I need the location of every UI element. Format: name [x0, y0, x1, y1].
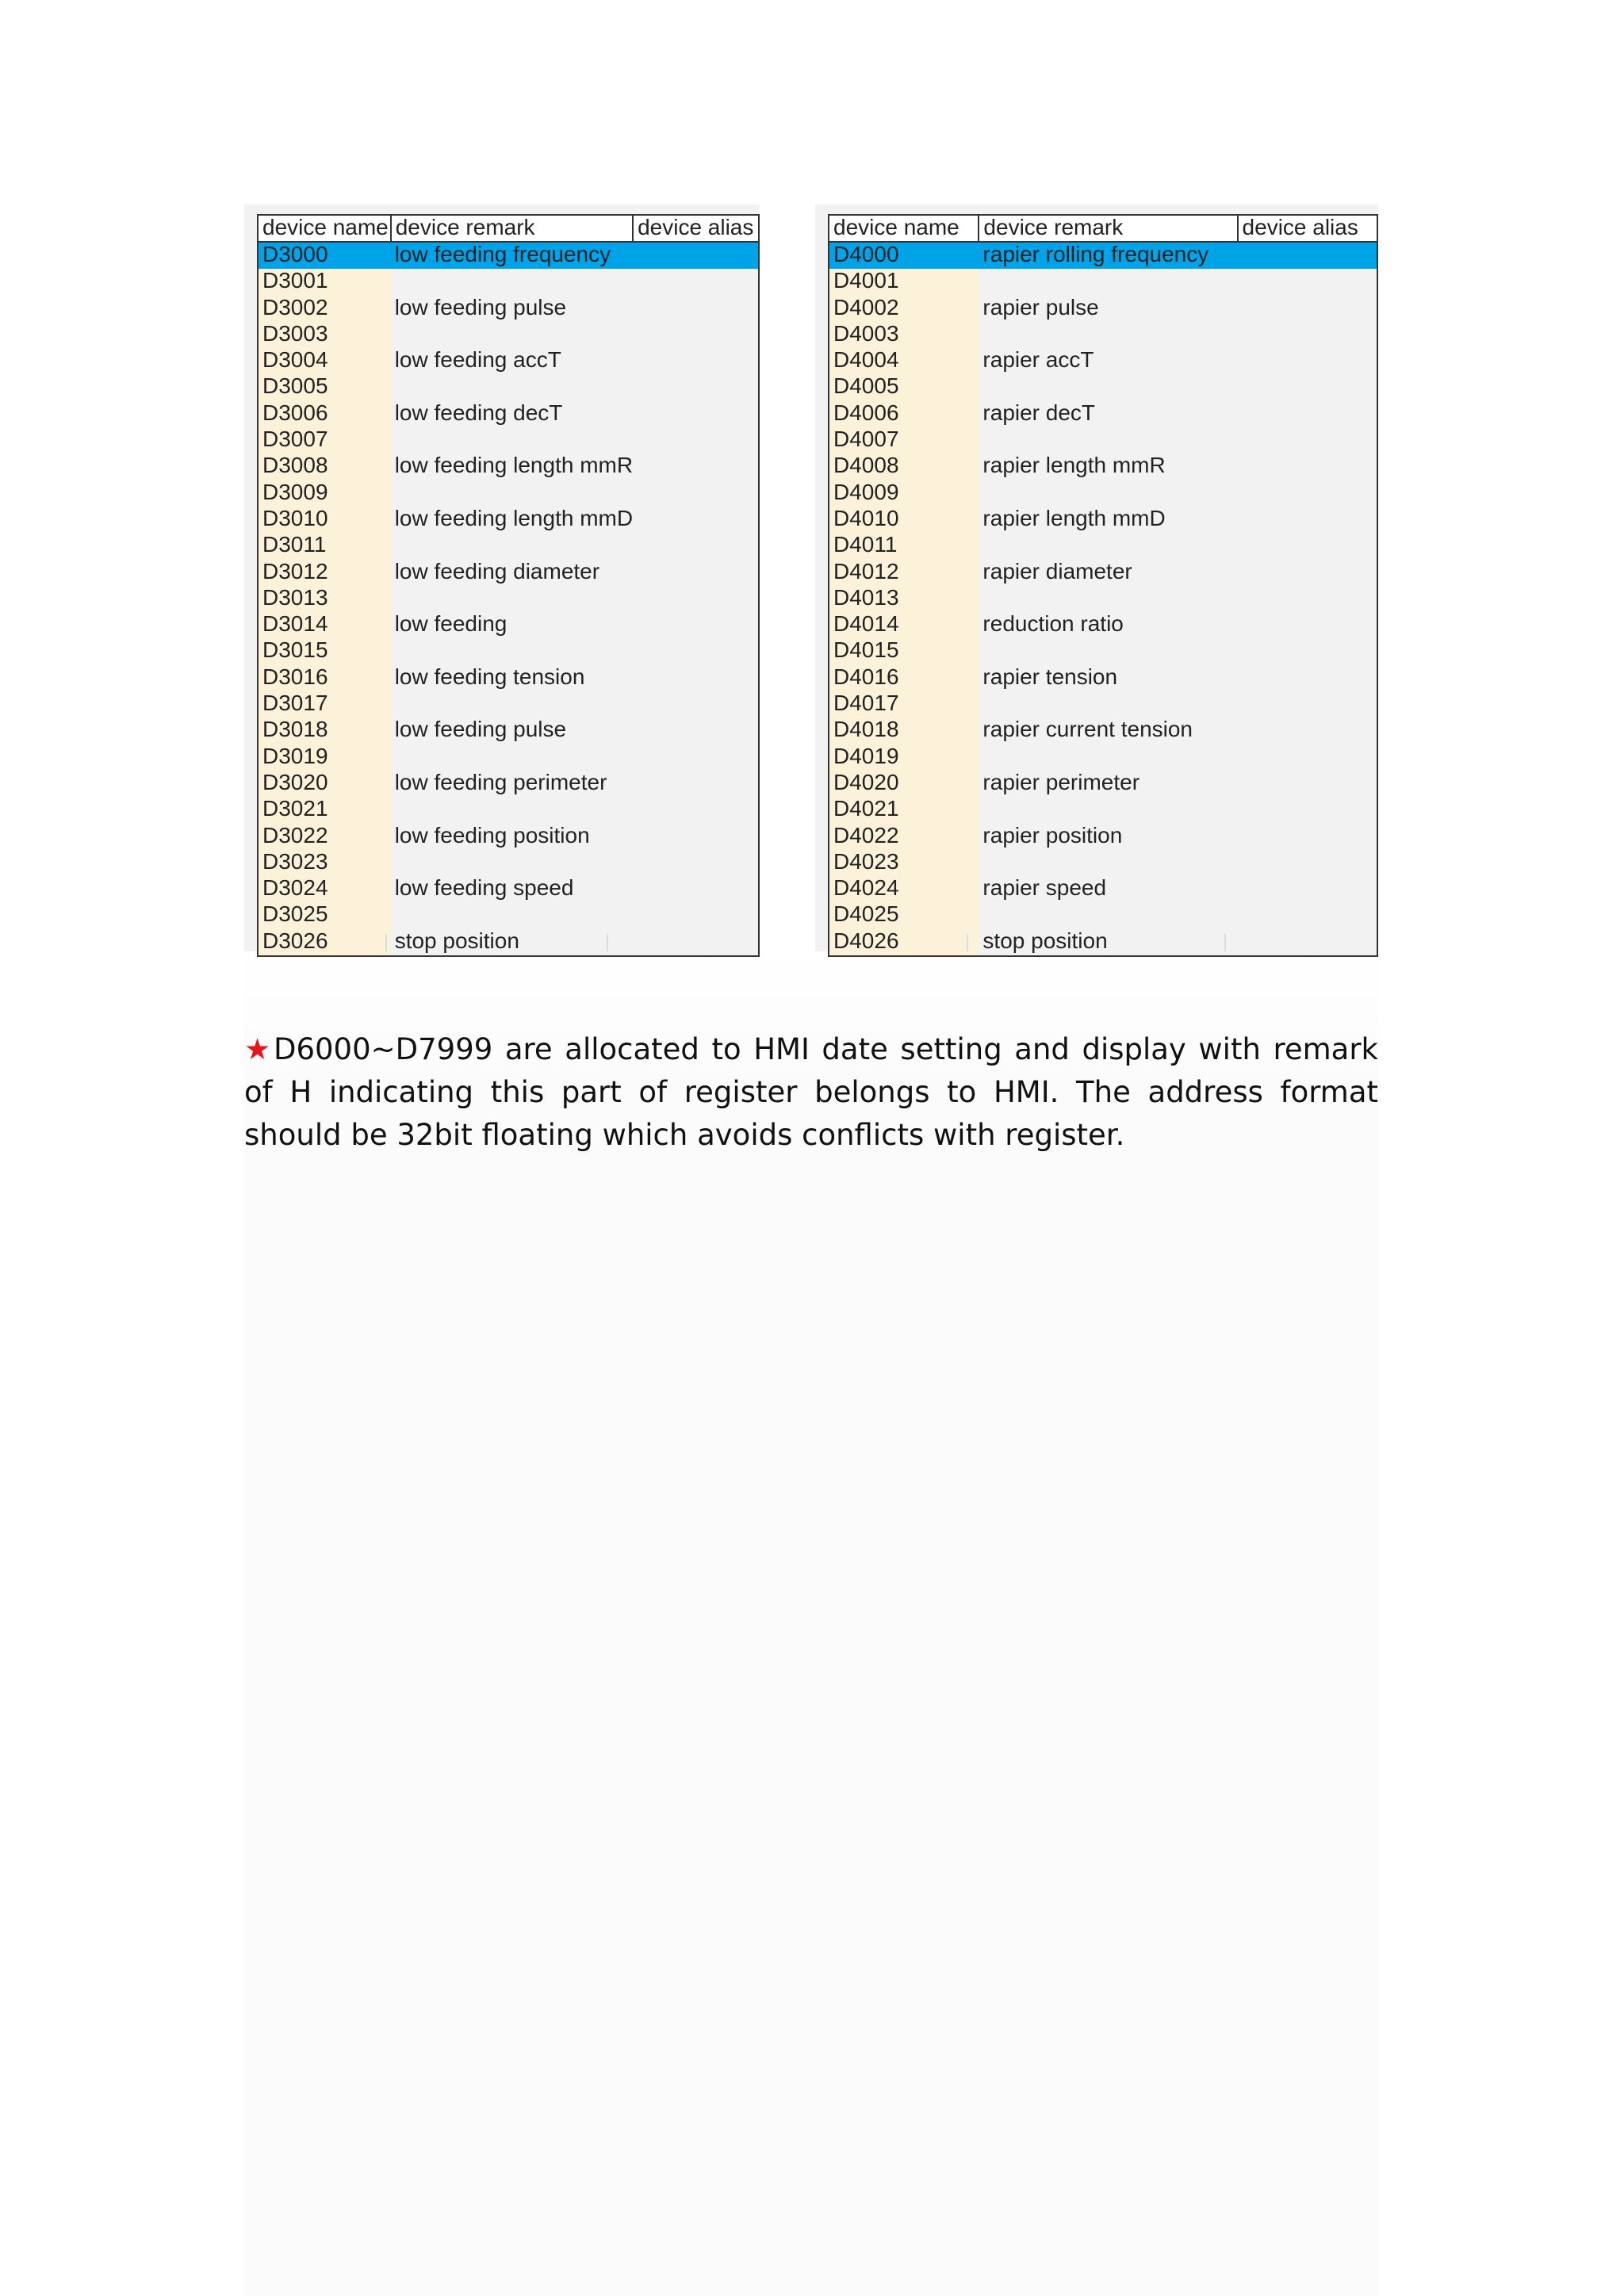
table-row[interactable]	[829, 744, 1377, 771]
header-device-alias[interactable]: device alias	[1238, 215, 1377, 242]
device-name-cell[interactable]: D4010	[829, 507, 979, 533]
table-row[interactable]	[258, 348, 759, 374]
device-alias-cell[interactable]	[633, 242, 759, 269]
device-name-cell[interactable]: D4004	[829, 348, 979, 374]
device-name-cell[interactable]: D3001	[258, 269, 391, 295]
device-remark-cell[interactable]: rapier current tension	[979, 718, 1237, 744]
device-name-cell[interactable]: D4016	[829, 665, 979, 691]
device-remark-cell[interactable]: low feeding	[391, 612, 633, 638]
table-row[interactable]	[258, 586, 759, 612]
device-remark-cell[interactable]: low feeding position	[391, 824, 633, 850]
device-alias-cell[interactable]	[1238, 401, 1377, 427]
device-remark-cell[interactable]: reduction ratio	[979, 612, 1237, 638]
device-name-cell[interactable]: D3006	[258, 401, 391, 427]
device-alias-cell[interactable]	[633, 612, 759, 638]
table-row[interactable]	[829, 929, 1377, 956]
device-name-cell[interactable]: D3010	[258, 507, 391, 533]
device-name-cell[interactable]: D4014	[829, 612, 979, 638]
device-alias-cell[interactable]	[633, 480, 759, 507]
device-name-cell[interactable]: D4000	[829, 242, 979, 269]
device-alias-cell[interactable]	[633, 665, 759, 691]
device-name-cell[interactable]: D4013	[829, 586, 979, 612]
table-row[interactable]	[258, 718, 759, 744]
device-alias-cell[interactable]	[1238, 638, 1377, 664]
device-alias-cell[interactable]	[633, 507, 759, 533]
device-alias-cell[interactable]	[633, 533, 759, 559]
device-remark-cell[interactable]	[979, 374, 1237, 400]
table-row[interactable]	[258, 691, 759, 718]
device-name-cell[interactable]: D4024	[829, 876, 979, 902]
device-alias-cell[interactable]	[1238, 824, 1377, 850]
table-row[interactable]	[258, 322, 759, 348]
device-name-cell[interactable]: D4015	[829, 638, 979, 664]
table-row[interactable]	[258, 401, 759, 427]
device-remark-cell[interactable]: low feeding speed	[391, 876, 633, 902]
device-name-cell[interactable]: D4017	[829, 691, 979, 718]
device-name-cell[interactable]: D3008	[258, 453, 391, 480]
device-alias-cell[interactable]	[1238, 560, 1377, 586]
table-row[interactable]	[829, 718, 1377, 744]
device-name-cell[interactable]: D3022	[258, 824, 391, 850]
device-alias-cell[interactable]	[633, 586, 759, 612]
device-alias-cell[interactable]	[1238, 322, 1377, 348]
device-alias-cell[interactable]	[1238, 453, 1377, 480]
device-alias-cell[interactable]	[633, 296, 759, 322]
table-row[interactable]	[829, 771, 1377, 797]
table-row[interactable]	[258, 902, 759, 928]
table-row[interactable]	[258, 665, 759, 691]
device-name-cell[interactable]: D3021	[258, 797, 391, 823]
device-name-cell[interactable]: D3002	[258, 296, 391, 322]
device-alias-cell[interactable]	[1238, 374, 1377, 400]
device-alias-cell[interactable]	[1238, 771, 1377, 797]
table-header-row	[258, 215, 759, 242]
device-remark-cell[interactable]	[391, 269, 633, 295]
device-name-cell[interactable]: D3011	[258, 533, 391, 559]
table-row[interactable]	[829, 453, 1377, 480]
device-name-cell[interactable]: D4022	[829, 824, 979, 850]
device-remark-cell[interactable]: low feeding decT	[391, 401, 633, 427]
star-icon: ★	[244, 1032, 274, 1066]
device-name-cell[interactable]: D3019	[258, 744, 391, 771]
device-name-cell[interactable]: D4002	[829, 296, 979, 322]
device-remark-cell[interactable]: rapier decT	[979, 401, 1237, 427]
table-row[interactable]	[829, 533, 1377, 559]
table-row[interactable]	[829, 374, 1377, 400]
device-name-cell[interactable]: D4026	[829, 929, 979, 956]
device-remark-cell[interactable]: low feeding pulse	[391, 296, 633, 322]
device-alias-cell[interactable]	[633, 348, 759, 374]
left-register-table	[257, 214, 760, 957]
table-row[interactable]	[258, 453, 759, 480]
device-alias-cell[interactable]	[1238, 797, 1377, 823]
device-name-cell[interactable]: D3017	[258, 691, 391, 718]
device-name-cell[interactable]: D4007	[829, 427, 979, 453]
device-remark-cell[interactable]	[391, 533, 633, 559]
device-remark-cell[interactable]: low feeding perimeter	[391, 771, 633, 797]
device-alias-cell[interactable]	[1238, 533, 1377, 559]
grid-line	[385, 934, 387, 951]
device-remark-cell[interactable]: low feeding tension	[391, 665, 633, 691]
device-remark-cell[interactable]	[391, 638, 633, 664]
table-row[interactable]	[258, 850, 759, 876]
device-name-cell[interactable]: D3009	[258, 480, 391, 507]
table-row[interactable]	[258, 427, 759, 453]
device-alias-cell[interactable]	[633, 560, 759, 586]
table-row[interactable]	[258, 824, 759, 850]
note-text: D6000~D7999 are allocated to HMI date setting and display with remark of H indicating this part of register belongs to HMI. The address format should be 32bit floating which avoids conflicts with register.	[244, 1032, 1378, 1152]
table-row[interactable]	[258, 638, 759, 664]
device-remark-cell[interactable]	[391, 586, 633, 612]
device-name-cell[interactable]: D3005	[258, 374, 391, 400]
device-remark-cell[interactable]	[391, 427, 633, 453]
device-remark-cell[interactable]	[391, 902, 633, 928]
device-alias-cell[interactable]	[633, 902, 759, 928]
device-name-cell[interactable]: D3025	[258, 902, 391, 928]
device-name-cell[interactable]: D4011	[829, 533, 979, 559]
table-row[interactable]	[829, 269, 1377, 295]
device-remark-cell[interactable]: rapier pulse	[979, 296, 1237, 322]
table-row[interactable]	[829, 902, 1377, 928]
device-alias-cell[interactable]	[1238, 876, 1377, 902]
device-remark-cell[interactable]	[979, 586, 1237, 612]
grid-line	[967, 934, 968, 951]
device-alias-cell[interactable]	[633, 771, 759, 797]
device-remark-cell[interactable]: rapier length mmR	[979, 453, 1237, 480]
device-remark-cell[interactable]: low feeding diameter	[391, 560, 633, 586]
table-row[interactable]	[258, 771, 759, 797]
device-alias-cell[interactable]	[633, 453, 759, 480]
device-remark-cell[interactable]: rapier position	[979, 824, 1237, 850]
device-remark-cell[interactable]	[979, 902, 1237, 928]
device-remark-cell[interactable]	[391, 797, 633, 823]
device-alias-cell[interactable]	[1238, 929, 1377, 956]
device-alias-cell[interactable]	[1238, 242, 1377, 269]
hmi-register-note	[244, 1028, 1378, 1157]
device-name-cell[interactable]: D3018	[258, 718, 391, 744]
table-row[interactable]	[258, 296, 759, 322]
device-alias-cell[interactable]	[633, 322, 759, 348]
table-row[interactable]	[829, 401, 1377, 427]
device-alias-cell[interactable]	[1238, 718, 1377, 744]
table-row[interactable]	[829, 242, 1377, 269]
device-name-cell[interactable]: D3003	[258, 322, 391, 348]
table-row[interactable]	[258, 929, 759, 956]
header-device-alias[interactable]: device alias	[633, 215, 759, 242]
device-alias-cell[interactable]	[633, 374, 759, 400]
device-name-cell[interactable]: D3023	[258, 850, 391, 876]
table-row[interactable]	[829, 427, 1377, 453]
device-remark-cell[interactable]: rapier length mmD	[979, 507, 1237, 533]
table-row[interactable]	[829, 612, 1377, 638]
device-alias-cell[interactable]	[1238, 744, 1377, 771]
device-alias-cell[interactable]	[633, 427, 759, 453]
header-device-remark[interactable]: device remark	[391, 215, 633, 242]
device-remark-cell[interactable]: rapier speed	[979, 876, 1237, 902]
device-alias-cell[interactable]	[633, 269, 759, 295]
table-row[interactable]	[258, 374, 759, 400]
table-row[interactable]	[829, 480, 1377, 507]
header-device-name[interactable]: device name	[829, 215, 979, 242]
device-remark-cell[interactable]	[979, 480, 1237, 507]
device-alias-cell[interactable]	[1238, 480, 1377, 507]
device-remark-cell[interactable]	[979, 269, 1237, 295]
device-remark-cell[interactable]: rapier accT	[979, 348, 1237, 374]
device-remark-cell[interactable]: rapier rolling frequency	[979, 242, 1237, 269]
device-alias-cell[interactable]	[1238, 586, 1377, 612]
device-alias-cell[interactable]	[1238, 612, 1377, 638]
device-name-cell[interactable]: D4019	[829, 744, 979, 771]
device-remark-cell[interactable]	[391, 374, 633, 400]
table-row[interactable]	[258, 533, 759, 559]
device-alias-cell[interactable]	[633, 824, 759, 850]
table-row[interactable]	[829, 507, 1377, 533]
device-name-cell[interactable]: D4001	[829, 269, 979, 295]
device-name-cell[interactable]: D4023	[829, 850, 979, 876]
table-row[interactable]	[829, 850, 1377, 876]
device-remark-cell[interactable]	[391, 322, 633, 348]
device-remark-cell[interactable]: rapier tension	[979, 665, 1237, 691]
table-row[interactable]	[829, 296, 1377, 322]
device-alias-cell[interactable]	[633, 876, 759, 902]
device-alias-cell[interactable]	[1238, 850, 1377, 876]
device-remark-cell[interactable]: low feeding frequency	[391, 242, 633, 269]
header-device-remark[interactable]: device remark	[979, 215, 1237, 242]
table-row[interactable]	[258, 560, 759, 586]
device-alias-cell[interactable]	[633, 797, 759, 823]
device-alias-cell[interactable]	[1238, 507, 1377, 533]
device-name-cell[interactable]: D4009	[829, 480, 979, 507]
table-row[interactable]	[258, 797, 759, 823]
device-alias-cell[interactable]	[1238, 269, 1377, 295]
table-row[interactable]	[829, 824, 1377, 850]
device-alias-cell[interactable]	[1238, 691, 1377, 718]
device-remark-cell[interactable]: low feeding length mmR	[391, 453, 633, 480]
table-row[interactable]	[829, 348, 1377, 374]
device-remark-cell[interactable]	[391, 850, 633, 876]
device-name-cell[interactable]: D3015	[258, 638, 391, 664]
table-row[interactable]	[258, 269, 759, 295]
grid-line	[607, 934, 608, 951]
header-device-name[interactable]: device name	[258, 215, 391, 242]
device-remark-cell[interactable]	[979, 691, 1237, 718]
device-remark-cell[interactable]: low feeding pulse	[391, 718, 633, 744]
device-remark-cell[interactable]: low feeding length mmD	[391, 507, 633, 533]
device-name-cell[interactable]: D4012	[829, 560, 979, 586]
right-register-table	[828, 214, 1378, 957]
device-remark-cell[interactable]: rapier perimeter	[979, 771, 1237, 797]
device-remark-cell[interactable]	[391, 744, 633, 771]
device-remark-cell[interactable]	[391, 691, 633, 718]
device-alias-cell[interactable]	[633, 718, 759, 744]
grid-line	[1224, 934, 1226, 951]
table-header-row	[829, 215, 1377, 242]
device-name-cell[interactable]: D3016	[258, 665, 391, 691]
table-row[interactable]	[258, 612, 759, 638]
device-name-cell[interactable]: D4018	[829, 718, 979, 744]
device-name-cell[interactable]: D3007	[258, 427, 391, 453]
device-remark-cell[interactable]	[979, 638, 1237, 664]
device-remark-cell[interactable]	[979, 322, 1237, 348]
device-alias-cell[interactable]	[1238, 665, 1377, 691]
table-row[interactable]	[258, 480, 759, 507]
table-row[interactable]	[258, 242, 759, 269]
table-row[interactable]	[258, 876, 759, 902]
device-alias-cell[interactable]	[1238, 427, 1377, 453]
right-register-screenshot	[815, 205, 1378, 951]
device-name-cell[interactable]: D3004	[258, 348, 391, 374]
table-row[interactable]	[829, 560, 1377, 586]
device-alias-cell[interactable]	[633, 850, 759, 876]
table-row[interactable]	[829, 876, 1377, 902]
device-alias-cell[interactable]	[633, 744, 759, 771]
device-name-cell[interactable]: D3020	[258, 771, 391, 797]
device-name-cell[interactable]: D3000	[258, 242, 391, 269]
table-row[interactable]	[829, 586, 1377, 612]
device-name-cell[interactable]: D4006	[829, 401, 979, 427]
device-remark-cell[interactable]	[979, 427, 1237, 453]
device-remark-cell[interactable]	[979, 744, 1237, 771]
device-name-cell[interactable]: D4005	[829, 374, 979, 400]
table-row[interactable]	[829, 691, 1377, 718]
device-alias-cell[interactable]	[633, 638, 759, 664]
device-name-cell[interactable]: D3014	[258, 612, 391, 638]
device-remark-cell[interactable]: stop position	[979, 929, 1237, 956]
device-name-cell[interactable]: D4021	[829, 797, 979, 823]
table-row[interactable]	[829, 638, 1377, 664]
device-alias-cell[interactable]	[633, 691, 759, 718]
device-name-cell[interactable]: D3024	[258, 876, 391, 902]
device-name-cell[interactable]: D4003	[829, 322, 979, 348]
device-remark-cell[interactable]	[979, 850, 1237, 876]
device-remark-cell[interactable]: low feeding accT	[391, 348, 633, 374]
device-alias-cell[interactable]	[633, 401, 759, 427]
table-row[interactable]	[829, 797, 1377, 823]
device-remark-cell[interactable]	[391, 480, 633, 507]
table-row[interactable]	[829, 322, 1377, 348]
device-remark-cell[interactable]: rapier diameter	[979, 560, 1237, 586]
device-name-cell[interactable]: D3013	[258, 586, 391, 612]
table-row[interactable]	[258, 744, 759, 771]
device-remark-cell[interactable]: stop position	[391, 929, 633, 956]
device-name-cell[interactable]: D3012	[258, 560, 391, 586]
device-alias-cell[interactable]	[1238, 296, 1377, 322]
device-alias-cell[interactable]	[1238, 348, 1377, 374]
device-alias-cell[interactable]	[633, 929, 759, 956]
table-row[interactable]	[258, 507, 759, 533]
left-register-screenshot	[244, 205, 760, 951]
device-name-cell[interactable]: D4008	[829, 453, 979, 480]
device-name-cell[interactable]: D4020	[829, 771, 979, 797]
device-alias-cell[interactable]	[1238, 902, 1377, 928]
device-remark-cell[interactable]	[979, 797, 1237, 823]
table-row[interactable]	[829, 665, 1377, 691]
device-remark-cell[interactable]	[979, 533, 1237, 559]
device-name-cell[interactable]: D4025	[829, 902, 979, 928]
device-name-cell[interactable]: D3026	[258, 929, 391, 956]
